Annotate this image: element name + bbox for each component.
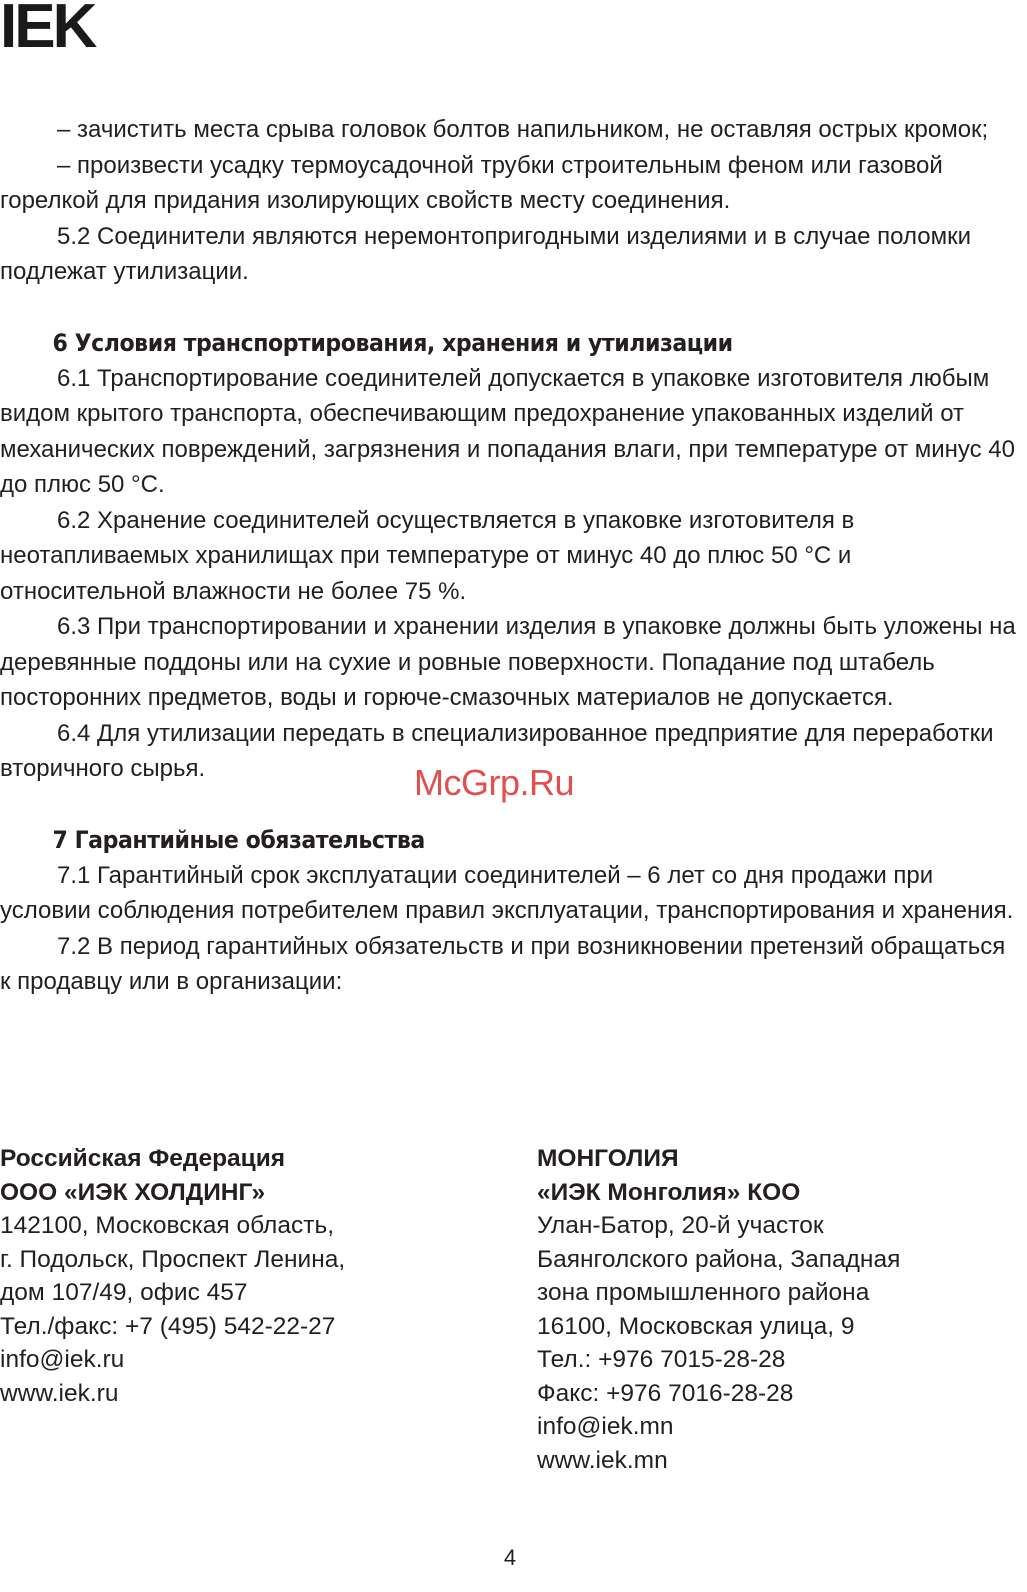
contact-mongolia <box>537 1142 900 1477</box>
contact-phone: Тел./факс: +7 (495) 542-22-27 <box>0 1312 336 1340</box>
section5-item-shrink: – произвести усадку термоусадочной трубки строительным феном или газовой горелкой для придания изолирующих свойств месту соединения. <box>0 151 943 214</box>
contact-company: «ИЭК Монголия» КОО <box>537 1178 801 1206</box>
contact-phone: Тел.: +976 7015-28-28 <box>537 1346 786 1373</box>
section6-heading: 6 Условия транспортирования, хранения и утилизации <box>52 328 733 357</box>
section7-item-7-1: 7.1 Гарантийный срок эксплуатации соединителей – 6 лет со дня продажи при условии соблюдения потребителем правил эксплуатации, транспортирования и хранения. <box>0 861 1014 924</box>
contact-line: зона промышленного района <box>537 1279 870 1306</box>
contact-country: МОНГОЛИЯ <box>537 1145 679 1172</box>
contact-email: info@iek.ru <box>0 1346 125 1373</box>
contact-line: дом 107/49, офис 457 <box>0 1279 248 1306</box>
contact-website: www.iek.mn <box>537 1446 668 1474</box>
contact-line: г. Подольск, Проспект Ленина, <box>0 1245 346 1273</box>
contact-email: info@iek.mn <box>537 1413 674 1440</box>
contact-country: Российская Федерация <box>0 1145 286 1172</box>
section6-item-6-2: 6.2 Хранение соединителей осуществляется в упаковке изготовителя в неотапливаемых хранилищах при температуре от минус 40 до плюс 50 °С и относительной влажности не более 75 %. <box>0 506 855 605</box>
contact-line: Баянголского района, Западная <box>537 1245 901 1273</box>
section6-item-6-3: 6.3 При транспортировании и хранении изделия в упаковке должны быть уложены на деревянные поддоны или на сухие и ровные поверхности. Попадание под штабель посторонних предметов, воды и горюче-смазочных материалов не допускается. <box>0 613 1016 711</box>
iek-logo: IEK <box>0 0 95 61</box>
section5-item-deburr: – зачистить места срыва головок болтов напильником, не оставляя острых кромок; <box>57 116 989 143</box>
section7-heading: 7 Гарантийные обязательства <box>52 825 425 854</box>
contact-line: Улан-Батор, 20-й участок <box>537 1212 824 1239</box>
section7-item-7-2: 7.2 В период гарантийных обязательств и при возникновении претензий обращаться к продавцу или в организации: <box>0 932 1006 995</box>
section6-item-6-1: 6.1 Транспортирование соединителей допускается в упаковке изготовителя любым видом крытого транспорта, обеспечивающим предохранение упакованных изделий от механических повреждений, загрязнения и попадания влаги, при температуре от минус 40 до плюс 50 °С. <box>0 364 1015 498</box>
contact-russia <box>0 1142 345 1410</box>
section6-item-6-4: 6.4 Для утилизации передать в специализированное предприятие для переработки вторичного сырья. <box>0 719 994 782</box>
section5-item-5-2: 5.2 Соединители являются неремонтопригодными изделиями и в случае поломки подлежат утилизации. <box>0 222 971 285</box>
contact-line: 142100, Московская область, <box>0 1212 335 1239</box>
document-body <box>0 112 1022 1000</box>
contact-website: www.iek.ru <box>0 1379 119 1407</box>
contact-line: 16100, Московская улица, 9 <box>537 1312 855 1340</box>
page-number: 4 <box>503 1545 517 1570</box>
watermark: McGrp.Ru <box>414 762 575 803</box>
contact-fax: Факс: +976 7016-28-28 <box>537 1379 794 1407</box>
contact-company: ООО «ИЭК ХОЛДИНГ» <box>0 1178 266 1206</box>
